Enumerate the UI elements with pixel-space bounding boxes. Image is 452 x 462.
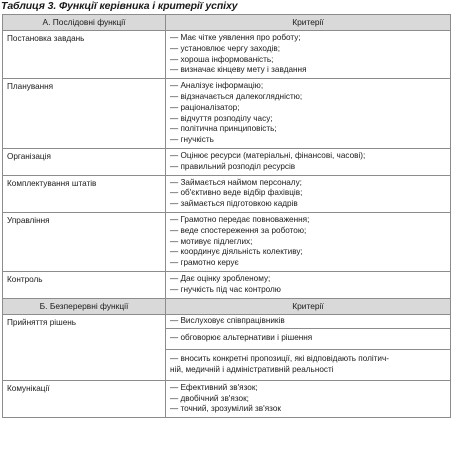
column-header-functions: А. Послідовні функції (3, 15, 166, 31)
criterion: — займається підготовкою кадрів (170, 199, 298, 209)
criterion: — правильний розподіл ресурсів (170, 161, 296, 171)
criterion: — грамотно керує (170, 258, 239, 268)
table-caption: Таблиця 3. Функції керівника і критерії успіху (1, 0, 238, 12)
criterion-part (166, 349, 450, 380)
criterion: — раціоналізатор; (170, 102, 240, 112)
column-header-criteria: Критерії (166, 298, 451, 314)
function-cell: Управління (3, 212, 166, 271)
criteria-cell (166, 271, 451, 298)
table-row (3, 148, 451, 175)
table-row (3, 31, 451, 79)
criterion: — Має чітке уявлення про роботу; (170, 33, 301, 42)
criterion: — об'єктивно веде відбір фахівців; (170, 188, 303, 198)
criterion: — вносить конкретні пропозиції, які відповідають політич- (170, 354, 389, 364)
function-cell: Контроль (3, 271, 166, 298)
function-cell: Комплектування штатів (3, 175, 166, 212)
table-row (3, 314, 451, 380)
criterion: — обговорює альтернативи і рішення (170, 333, 313, 343)
criterion: — Займається наймом персоналу; (170, 177, 302, 187)
criterion: ній, медичній і адміністративній реальності (170, 364, 334, 374)
criterion: — відзначається далекоглядністю; (170, 91, 303, 101)
column-header-criteria: Критерії (166, 15, 451, 31)
criteria-cell (166, 212, 451, 271)
table-row (3, 175, 451, 212)
criterion: — політична принциповість; (170, 124, 277, 134)
criterion: — Аналізує інформацію; (170, 81, 264, 91)
function-cell: Комунікації (3, 380, 166, 417)
criterion: — визначає кінцеву мету і завдання (170, 65, 307, 75)
criterion: — веде спостереження за роботою; (170, 225, 307, 235)
criterion: — координує діяльність колективу; (170, 247, 303, 257)
criterion: — двобічний зв'язок; (170, 393, 249, 403)
function-cell: Прийняття рішень (3, 314, 166, 380)
table-row (3, 79, 451, 149)
table-row (3, 212, 451, 271)
criterion: — Вислуховує співпрацівників (170, 315, 285, 325)
functions-criteria-table (2, 14, 451, 418)
criteria-cell (166, 380, 451, 417)
criterion-part (166, 315, 450, 329)
criterion: — гнучкість (170, 135, 214, 145)
table-row (3, 380, 451, 417)
section-b-header-row (3, 298, 451, 314)
table-row (3, 271, 451, 298)
column-header-functions: Б. Безперервні функції (3, 298, 166, 314)
function-cell: Планування (3, 79, 166, 149)
criterion-part (166, 328, 450, 349)
function-cell: Постановка завдань (3, 31, 166, 79)
criteria-cell (166, 79, 451, 149)
function-cell: Організація (3, 148, 166, 175)
criterion: — Ефективний зв'язок; (170, 382, 258, 392)
section-a-header-row (3, 15, 451, 31)
criterion: — хороша інформованість; (170, 54, 274, 64)
criteria-cell (166, 175, 451, 212)
criterion: — Грамотно передає повноваження; (170, 214, 310, 224)
criterion: — гнучкість під час контролю (170, 284, 281, 294)
criterion: — точний, зрозумілий зв'язок (170, 404, 281, 414)
criteria-cell (166, 31, 451, 79)
criteria-cell (166, 314, 451, 380)
criterion: — відчуття розподілу часу; (170, 113, 273, 123)
criterion: — Оцінює ресурси (матеріальні, фінансові, часові); (170, 150, 366, 160)
criterion: — установлює чергу заходів; (170, 43, 281, 53)
criterion: — Дає оцінку зробленому; (170, 273, 271, 283)
criterion: — мотивує підлеглих; (170, 236, 253, 246)
criteria-cell (166, 148, 451, 175)
